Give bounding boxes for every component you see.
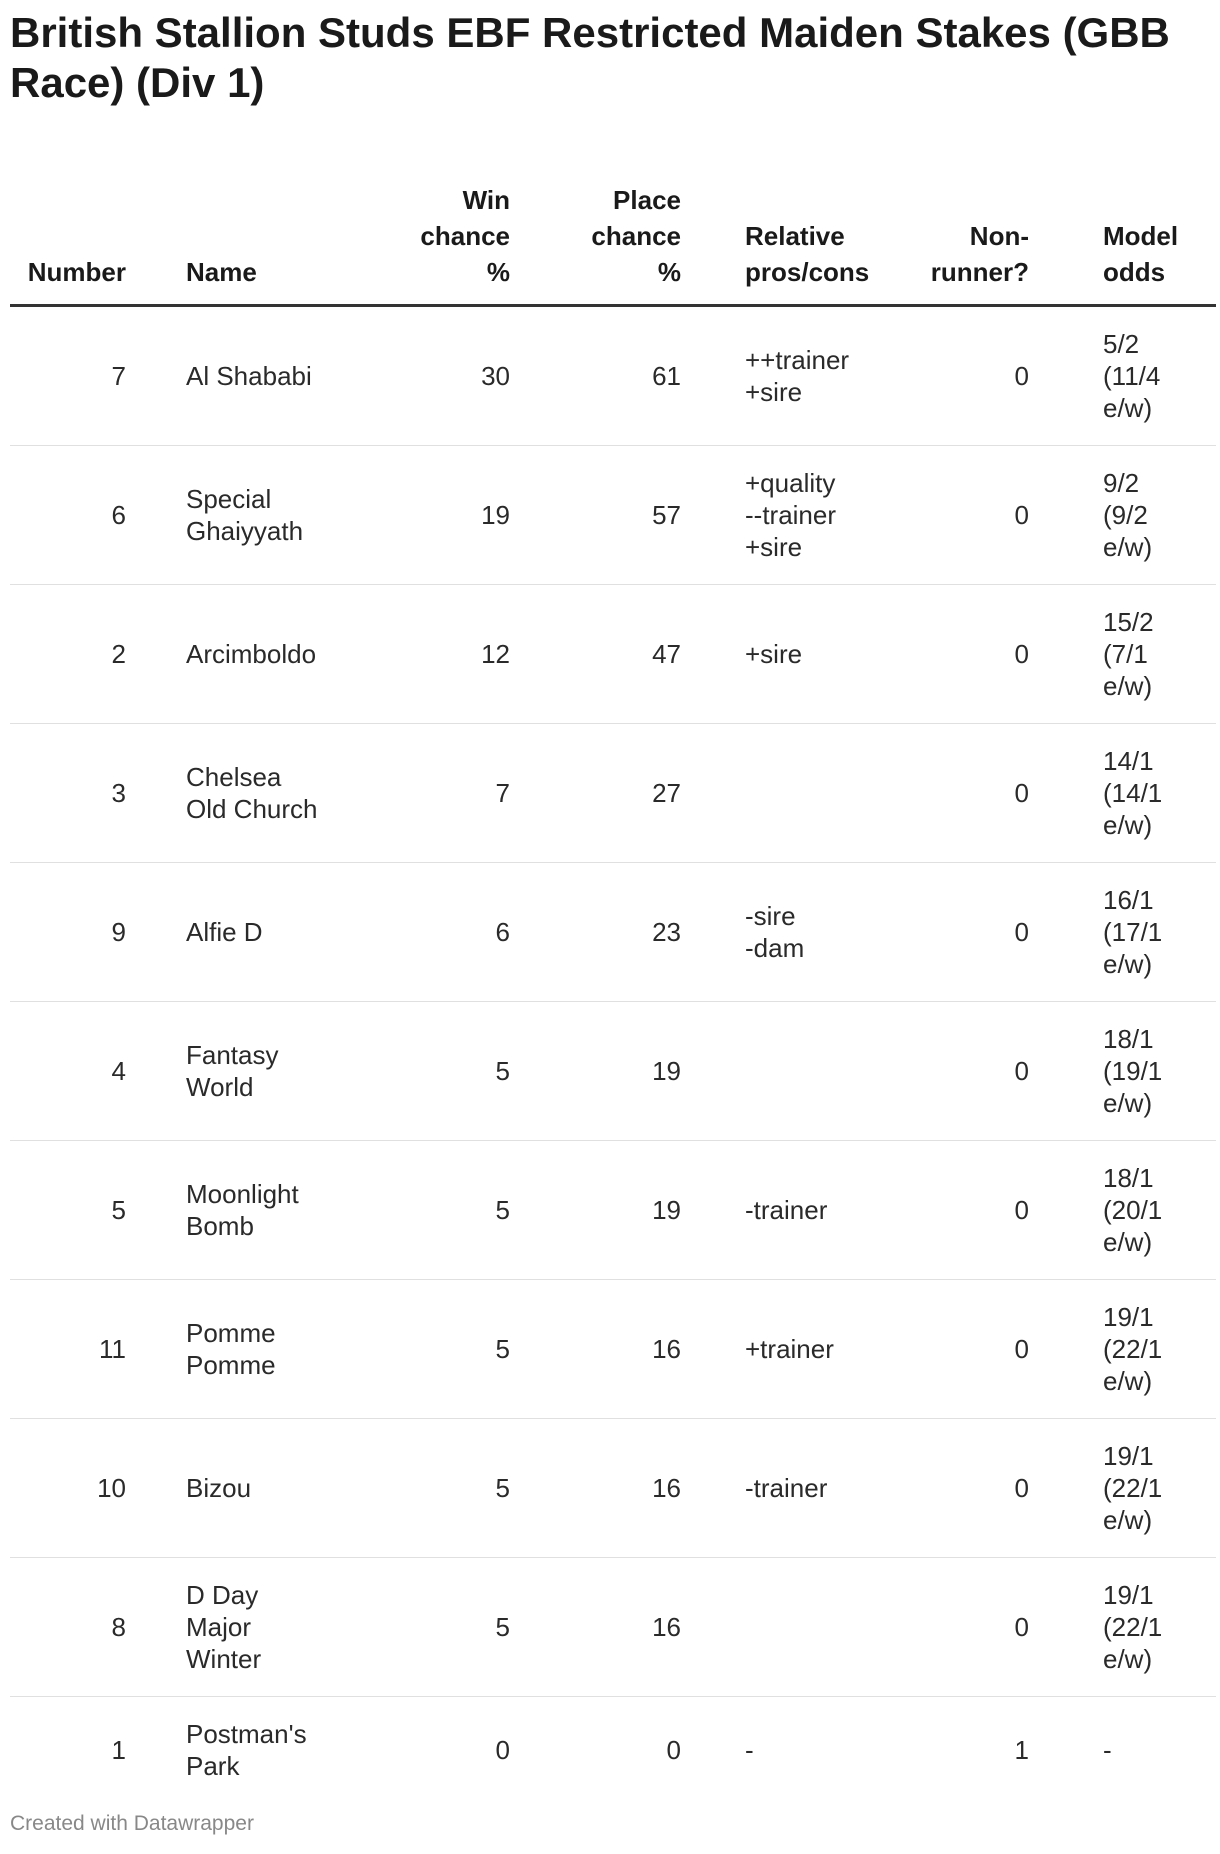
cell-place-chance: 19 [510, 1002, 681, 1141]
cell-win-chance: 0 [495, 1735, 510, 1765]
cell-number: 2 [10, 585, 186, 724]
header-non-runner[interactable]: Non- runner? [881, 160, 1039, 306]
cell-number: 1 [111, 1735, 126, 1765]
cell-model-odds: 5/2 (11/4 e/w) [1039, 306, 1216, 446]
cell-win-chance: 5 [398, 1558, 510, 1697]
race-table [10, 160, 1216, 1803]
cell-place-chance: 16 [510, 1419, 681, 1558]
cell-win-chance: 6 [398, 863, 510, 1002]
cell-non-runner: 0 [881, 1280, 1039, 1419]
table-row [10, 1141, 1216, 1280]
cell-number: 10 [10, 1419, 186, 1558]
cell-win-chance: 30 [398, 306, 510, 446]
table-row [10, 1280, 1216, 1419]
cell-relative-pros-cons: +quality --trainer +sire [681, 446, 881, 585]
cell-win-chance: 7 [398, 724, 510, 863]
cell-win-chance: 12 [398, 585, 510, 724]
table-row [10, 1697, 1216, 1804]
cell-model-odds: 19/1 (22/1 e/w) [1039, 1280, 1216, 1419]
cell-place-chance: 61 [510, 306, 681, 446]
cell-model-odds: 9/2 (9/2 e/w) [1039, 446, 1216, 585]
cell-number: 5 [10, 1141, 186, 1280]
cell-win-chance: 5 [398, 1002, 510, 1141]
cell-name: Alfie D [186, 863, 398, 1002]
cell-model-odds: 18/1 (19/1 e/w) [1039, 1002, 1216, 1141]
cell-name: Special Ghaiyyath [186, 446, 398, 585]
cell-win-chance: 19 [398, 446, 510, 585]
cell-non-runner: 0 [881, 1141, 1039, 1280]
table-row [10, 585, 1216, 724]
chart-title: British Stallion Studs EBF Restricted Maiden Stakes (GBB Race) (Div 1) [10, 9, 1170, 106]
cell-number: 4 [10, 1002, 186, 1141]
header-model-odds[interactable]: Model odds [1039, 160, 1216, 306]
table-body [10, 306, 1216, 1804]
cell-number: 11 [10, 1280, 186, 1419]
cell-relative-pros-cons [681, 1002, 881, 1141]
cell-name: Pomme Pomme [186, 1280, 398, 1419]
cell-place-chance: 19 [510, 1141, 681, 1280]
cell-non-runner: 1 [1014, 1735, 1029, 1765]
cell-win-chance: 5 [398, 1141, 510, 1280]
table-row [10, 724, 1216, 863]
cell-relative-pros-cons: ++trainer +sire [681, 306, 881, 446]
cell-win-chance: 5 [398, 1419, 510, 1558]
table-row [10, 1419, 1216, 1558]
cell-place-chance: 27 [510, 724, 681, 863]
cell-relative-pros-cons: -sire -dam [681, 863, 881, 1002]
cell-relative-pros-cons: -trainer [681, 1141, 881, 1280]
cell-non-runner: 0 [881, 585, 1039, 724]
cell-place-chance: 23 [510, 863, 681, 1002]
cell-non-runner: 0 [881, 1558, 1039, 1697]
datawrapper-credit[interactable]: Created with Datawrapper [10, 1812, 254, 1835]
cell-model-odds: - [1103, 1735, 1112, 1765]
table-header [10, 160, 1216, 306]
table-row [10, 1558, 1216, 1697]
cell-name: Postman's Park [186, 1719, 307, 1781]
table-row [10, 306, 1216, 446]
cell-name: Fantasy World [186, 1002, 398, 1141]
cell-place-chance: 57 [510, 446, 681, 585]
cell-name: Bizou [186, 1419, 398, 1558]
cell-model-odds: 18/1 (20/1 e/w) [1039, 1141, 1216, 1280]
cell-model-odds: 16/1 (17/1 e/w) [1039, 863, 1216, 1002]
cell-non-runner: 0 [881, 724, 1039, 863]
cell-number: 6 [10, 446, 186, 585]
cell-name: D Day Major Winter [186, 1558, 398, 1697]
cell-name: Arcimboldo [186, 585, 398, 724]
cell-relative-pros-cons: - [745, 1735, 754, 1765]
cell-relative-pros-cons [681, 724, 881, 863]
cell-number: 9 [10, 863, 186, 1002]
cell-number: 3 [10, 724, 186, 863]
cell-model-odds: 15/2 (7/1 e/w) [1039, 585, 1216, 724]
cell-non-runner: 0 [881, 1002, 1039, 1141]
cell-place-chance: 0 [666, 1735, 681, 1765]
table-row [10, 863, 1216, 1002]
table-row [10, 446, 1216, 585]
table-row [10, 1002, 1216, 1141]
cell-model-odds: 14/1 (14/1 e/w) [1039, 724, 1216, 863]
cell-name: Moonlight Bomb [186, 1141, 398, 1280]
cell-relative-pros-cons [681, 1558, 881, 1697]
header-row [10, 160, 1216, 306]
cell-number: 8 [10, 1558, 186, 1697]
cell-non-runner: 0 [881, 306, 1039, 446]
cell-non-runner: 0 [881, 1419, 1039, 1558]
cell-non-runner: 0 [881, 863, 1039, 1002]
header-name[interactable]: Name [186, 160, 398, 306]
cell-relative-pros-cons: +trainer [681, 1280, 881, 1419]
header-win-chance[interactable]: Win chance % [398, 160, 510, 306]
cell-model-odds: 19/1 (22/1 e/w) [1039, 1419, 1216, 1558]
cell-relative-pros-cons: -trainer [681, 1419, 881, 1558]
cell-place-chance: 16 [510, 1280, 681, 1419]
cell-relative-pros-cons: +sire [681, 585, 881, 724]
cell-place-chance: 47 [510, 585, 681, 724]
header-place-chance[interactable]: Place chance % [510, 160, 681, 306]
header-relative-pros-cons[interactable]: Relative pros/cons [681, 160, 881, 306]
header-number[interactable]: Number [10, 160, 186, 306]
cell-non-runner: 0 [881, 446, 1039, 585]
cell-name: Al Shababi [186, 306, 398, 446]
cell-number: 7 [10, 306, 186, 446]
cell-place-chance: 16 [510, 1558, 681, 1697]
cell-model-odds: 19/1 (22/1 e/w) [1039, 1558, 1216, 1697]
cell-name: Chelsea Old Church [186, 724, 398, 863]
cell-win-chance: 5 [398, 1280, 510, 1419]
